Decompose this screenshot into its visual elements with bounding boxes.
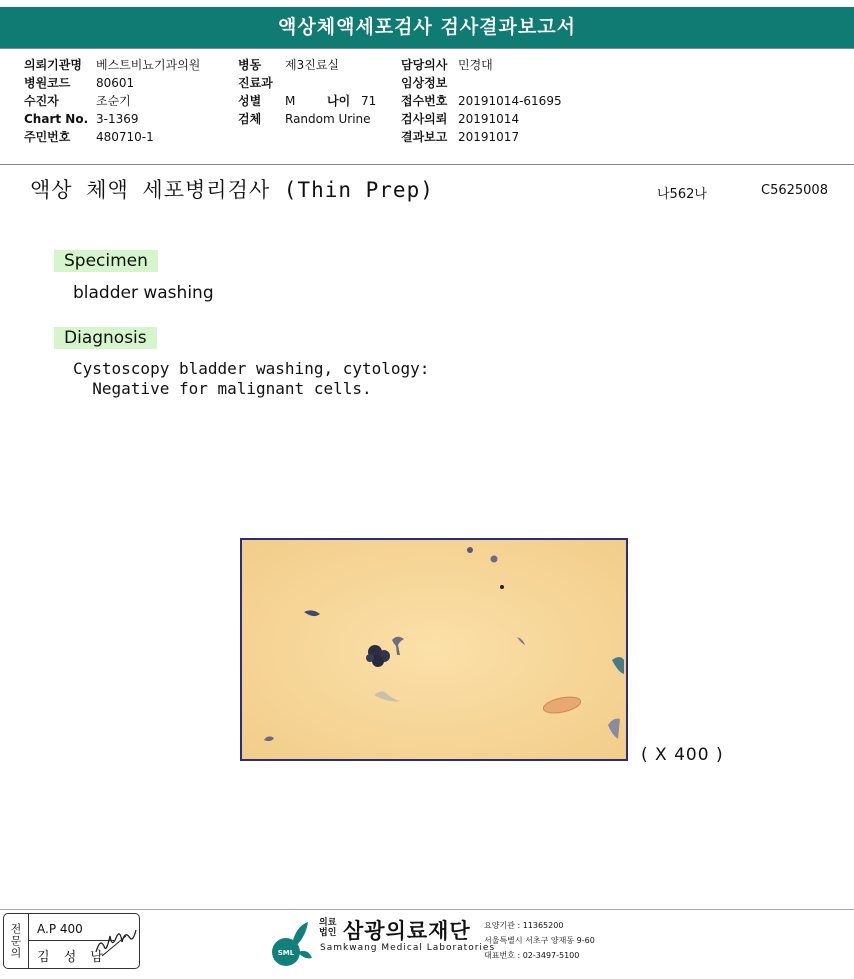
- info-row-sex-age: [238, 92, 376, 110]
- org-phone: 대표번호 : 02-3497-5100: [484, 951, 580, 960]
- info-value: Random Urine: [285, 112, 371, 126]
- report-code-1: 나562나: [657, 187, 707, 202]
- logo-text: SML: [277, 949, 295, 957]
- info-value: 80601: [96, 76, 135, 90]
- info-value-age: 71: [361, 94, 377, 108]
- info-row-hospital-code: [24, 74, 200, 92]
- specimen-value: bladder washing: [73, 283, 214, 303]
- info-label: Chart No.: [24, 112, 89, 126]
- info-label-age: 나이: [327, 94, 351, 108]
- info-label: 임상정보: [401, 76, 448, 90]
- info-value: 20191017: [458, 130, 520, 144]
- pathologist-signature-box: [3, 913, 140, 969]
- info-column-1: [24, 56, 200, 146]
- info-label: 주민번호: [24, 130, 71, 144]
- info-value: M: [285, 94, 296, 108]
- microscopy-photo: [242, 540, 626, 759]
- info-row-receipt-no: [401, 92, 562, 110]
- signature-side-label: 전문의: [4, 914, 29, 968]
- diagnosis-heading: Diagnosis: [54, 327, 157, 349]
- org-type-label: [319, 918, 336, 938]
- cell-dot: [500, 585, 504, 589]
- info-label: 담당의사: [401, 58, 448, 72]
- microscopy-image: [240, 538, 628, 761]
- info-row-institution: [24, 56, 200, 74]
- cell-dot: [467, 547, 473, 553]
- info-value: 480710-1: [96, 130, 154, 144]
- pathologist-name: 김 성 남: [37, 950, 108, 965]
- cell-dot: [491, 556, 498, 563]
- report-title: 액상체액세포검사 검사결과보고서: [0, 7, 854, 48]
- organization-name: 삼광의료재단: [343, 919, 471, 943]
- info-label: 검사의뢰: [401, 112, 448, 126]
- org-address: 서울특별시 서초구 양재동 9-60: [484, 936, 595, 945]
- info-row-doctor: [401, 56, 562, 74]
- info-label: 결과보고: [401, 130, 448, 144]
- info-value: 제3진료실: [285, 58, 340, 72]
- divider-top: [0, 48, 854, 49]
- info-column-3: [401, 56, 562, 146]
- info-label: 검체: [238, 112, 262, 126]
- handwritten-signature: [92, 928, 138, 960]
- info-label: 성별: [238, 94, 262, 108]
- info-value: 민경대: [458, 58, 493, 72]
- org-institution-code: 요양기관 : 11365200: [484, 921, 564, 930]
- info-label: 병동: [238, 58, 262, 72]
- info-value: 20191014: [458, 112, 520, 126]
- signature-ap-number: A.P 400: [37, 922, 83, 936]
- info-row-patient: [24, 92, 200, 110]
- test-subject: 액상 체액 세포병리검사 (Thin Prep): [30, 178, 434, 202]
- info-label: 병원코드: [24, 76, 71, 90]
- info-row-report-date: [401, 128, 562, 146]
- divider-footer: [0, 909, 854, 910]
- info-row-clinical-info: [401, 74, 562, 92]
- diagnosis-line-1: Cystoscopy bladder washing, cytology:: [73, 359, 430, 378]
- info-label: 의뢰기관명: [24, 58, 82, 72]
- info-label: 수진자: [24, 94, 59, 108]
- info-label: 접수번호: [401, 94, 448, 108]
- org-type-line-2: 법인: [319, 928, 337, 938]
- diagnosis-text: [73, 359, 429, 399]
- info-row-request-date: [401, 110, 562, 128]
- info-value: 20191014-61695: [458, 94, 562, 108]
- info-row-resident-no: [24, 128, 200, 146]
- info-row-specimen: [238, 110, 376, 128]
- info-row-chart-no: [24, 110, 200, 128]
- info-row-ward: [238, 56, 376, 74]
- report-code-2: C5625008: [761, 183, 828, 198]
- organization-english-name: Samkwang Medical Laboratories: [320, 943, 496, 953]
- info-value: 조순기: [96, 94, 131, 108]
- info-column-2: [238, 56, 376, 128]
- info-row-department: [238, 74, 376, 92]
- magnification-label: ( X 400 ): [641, 745, 724, 765]
- sml-logo-icon: [270, 916, 316, 968]
- organization-contact: [484, 918, 595, 963]
- info-value: 3-1369: [96, 112, 139, 126]
- org-type-line-1: 의료: [319, 918, 337, 928]
- specimen-heading: Specimen: [54, 250, 158, 272]
- divider-info: [0, 164, 854, 165]
- diagnosis-line-2: Negative for malignant cells.: [73, 379, 372, 398]
- info-value: 베스트비뇨기과의원: [96, 58, 201, 72]
- info-label: 진료과: [238, 76, 273, 90]
